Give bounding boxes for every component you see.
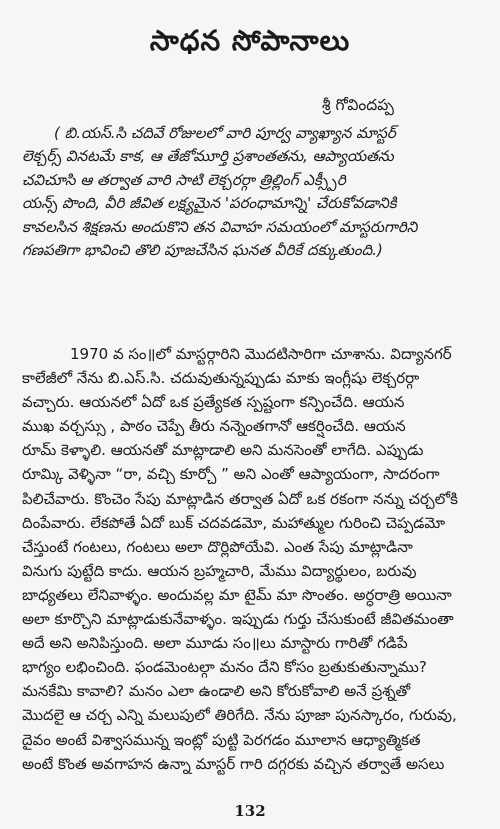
preface-line: కావలసిన శిక్షణను అందుకొని తన వివాహ సమయంలో మాస్టరుగారిని <box>22 217 418 236</box>
body-line: దైవం అంటే విశ్వాసమున్న ఇంట్లో పుట్టి పెరగడం మూలాన ఆధ్యాత్మికత <box>22 730 421 749</box>
preface-line: ( బి.యస్.సి చదివే రోజులలో వారి పూర్వ వ్యాఖ్యాన మాస్టర్ <box>54 124 396 142</box>
body-line: అదే అని అనిపిస్తుంది. అలా మూడు సం॥లు మాస్టారు గారితో గడిపే <box>22 634 408 653</box>
body-line: కాలేజీలో నేను బి.ఎస్.సి. చదువుతున్నప్పుడు మాకు ఇంగ్లీషు లెక్చరర్గా <box>22 369 420 388</box>
body-line: ముఖ వర్చస్సు , పాఠం చెప్పే తీరు నన్నెంతగానో ఆకర్షించేది. ఆయన <box>22 417 406 436</box>
author-name: శ్రీ గోవిందప్ప <box>322 96 394 114</box>
body-line: పిలిచేవారు. కొంచెం సేపు మాట్లాడిన తర్వాత ఏదో ఒక రకంగా నన్ను చర్చలోకి <box>22 489 458 508</box>
body-line: 1970 వ సం॥లో మాస్టర్గారిని మొదటిసారిగా చూశాను. విద్యానగర్ <box>70 345 452 363</box>
body-line: బాధ్యతలు లేనివాళ్ళం. అందువల్ల మా టైమ్ మా సొంతం. అర్ధరాత్రి అయినా <box>22 585 452 604</box>
body-line: అలా కూర్చొని మాట్లాడుకునేవాళ్ళం. ఇప్పుడు గుర్తు చేసుకుంటే జీవితమంతా <box>22 610 454 629</box>
preface-paragraph <box>22 122 480 262</box>
preface-line: గణపతిగా భావించి తొలి పూజచేసిన ఘనత వీరికే దక్కుతుంది.) <box>22 241 383 260</box>
body-line: రూమ్కి వెళ్ళినా “రా, వచ్చి కూర్చో ” అని ఎంతో ఆప్యాయంగా, సాదరంగా <box>22 465 440 484</box>
page-number: 132 <box>234 802 266 820</box>
body-line: దింపేవారు. లేకపోతే ఏదో బుక్ చదవడమో, మహాత్ముల గురించి చెప్పడమో <box>22 513 446 532</box>
body-line: మనకేమి కావాలి? మనం ఎలా ఉండాలి అని కోరుకోవాలి అనే ప్రశ్నతో <box>22 682 411 701</box>
body-line: మొదలై ఆ చర్చ ఎన్ని మలుపులో తిరిగేది. నేను పూజా పునస్కారం, గురువు, <box>22 706 457 725</box>
body-line: వినుగు పుట్టేది కాదు. ఆయన బ్రహ్మచారి, మేము విద్యార్థులం, బరువు <box>22 561 417 580</box>
preface-line: యన్స్ పొంది, వీరి జీవిత లక్ష్యమైన 'పరంధామాన్ని' చేరుకోవడానికి <box>22 194 397 213</box>
body-line: రూమ్ కెళ్ళాలి. ఆయనతో మాట్లాడాలి అని మనసెంతో లాగేది. ఎప్పుడు <box>22 441 424 460</box>
body-line: భాగ్యం లభించింది. ఫండమెంటల్గా మనం దేని కోసం బ్రతుకుతున్నాము? <box>22 658 427 677</box>
body-paragraph <box>22 342 480 776</box>
chapter-title: సాధన సోపానాలు <box>149 24 351 57</box>
body-line: అంటే కొంత అవగాహన ఉన్నా మాస్టర్ గారి దగ్గరకు వచ్చిన తర్వాతే అసలు <box>22 754 445 773</box>
body-line: వచ్చారు. ఆయనలో ఏదో ఒక ప్రత్యేకత స్పష్టంగా కన్పించేది. ఆయన <box>22 393 405 412</box>
preface-line: చవిచూసి ఆ తర్వాత వారి సాటి లెక్చరర్గా త్రిల్లింగ్ ఎక్స్పీరి <box>22 170 346 189</box>
body-line: చేస్తుంటే గంటలు, గంటలు అలా దొర్లిపోయేవి. ఎంత సేపు మాట్లాడినా <box>22 537 413 556</box>
preface-line: లెక్చర్స్ వినటమే కాక, ఆ తేజోమూర్తి ప్రశాంతతను, ఆప్యాయతను <box>22 147 394 166</box>
